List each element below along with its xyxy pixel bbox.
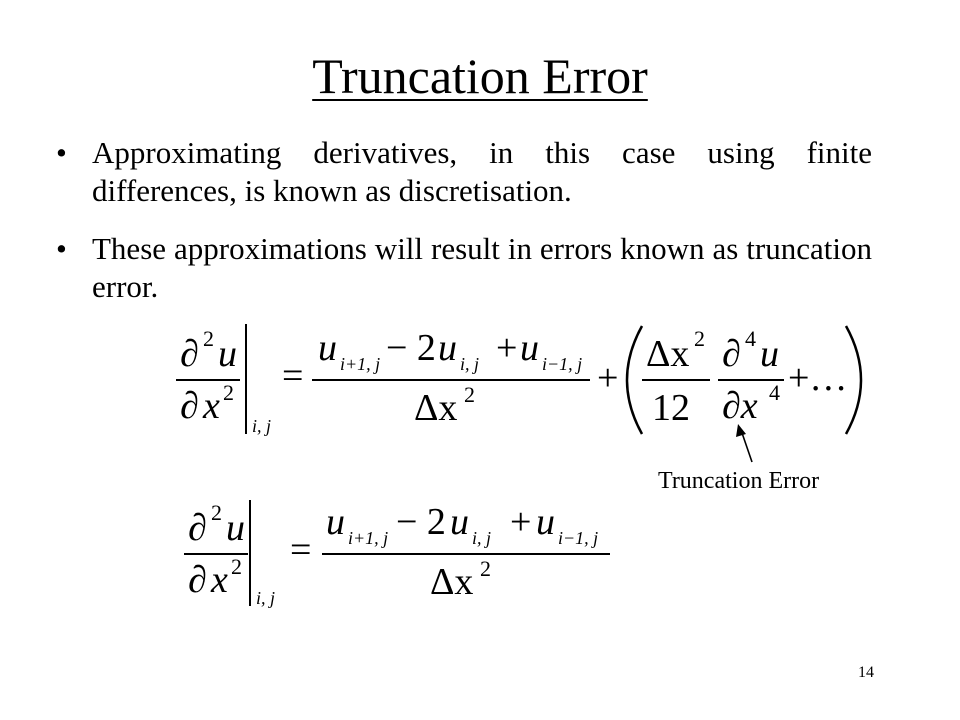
page-number: 14 <box>858 664 874 681</box>
eq2-num-sub1: i+1, j <box>348 528 389 548</box>
eq2-den-delta: Δx <box>430 561 474 603</box>
eq2-num-u3: u <box>536 501 555 543</box>
equation-approx <box>0 490 960 620</box>
bullet-dot: • <box>56 231 67 266</box>
bullet-item <box>52 230 872 306</box>
eq1-te-u: u <box>760 333 779 375</box>
eq2-partial-denominator: ∂ <box>188 559 207 601</box>
eq1-num-sub3: i−1, j <box>542 354 583 374</box>
bullet-text: These approximations will result in errors known as truncation error. <box>92 231 872 304</box>
eq1-te-partial: ∂ <box>722 333 741 375</box>
eq1-x-order: 2 <box>223 380 234 405</box>
eq1-num-u1: u <box>318 327 337 369</box>
eq1-num-u3: u <box>520 327 539 369</box>
bullet-dot: • <box>56 135 67 170</box>
eq2-num-u2: u <box>450 501 469 543</box>
eq2-num-op3: + <box>510 501 532 543</box>
eq2-num-op2: − 2 <box>396 501 446 543</box>
eq1-left-paren <box>627 326 642 434</box>
eq1-te-order: 4 <box>745 326 756 351</box>
eq2-den-order: 2 <box>480 556 491 581</box>
eq1-right-paren <box>846 326 861 434</box>
arrow-head <box>736 424 746 437</box>
eq1-partial-denominator: ∂ <box>180 385 199 427</box>
eq2-num-u1: u <box>326 501 345 543</box>
eq1-num-op2: − 2 <box>386 327 436 369</box>
eq1-equals: = <box>282 355 304 397</box>
eq2-num-sub3: i−1, j <box>558 528 599 548</box>
eq1-ellipsis: +… <box>788 357 848 399</box>
bullet-item <box>52 134 872 210</box>
eq1-den-delta: Δx <box>414 387 458 429</box>
slide-title: Truncation Error <box>312 48 648 104</box>
eq2-order: 2 <box>211 500 222 525</box>
eq2-u: u <box>226 507 245 549</box>
eq1-te-dx4: ∂x <box>722 385 758 427</box>
eq1-order: 2 <box>203 326 214 351</box>
eq1-eval-subscript: i, j <box>252 416 272 436</box>
eq1-num-sub1: i+1, j <box>340 354 381 374</box>
eq1-x: x <box>203 385 220 427</box>
eq1-plus: + <box>597 357 619 399</box>
eq2-partial: ∂ <box>188 507 207 549</box>
eq1-te-dx: Δx <box>646 333 690 375</box>
eq1-te-twelve: 12 <box>652 387 690 429</box>
eq1-te-dx-order: 2 <box>694 326 705 351</box>
eq1-num-sub2: i, j <box>460 354 480 374</box>
eq2-x: x <box>211 559 228 601</box>
truncation-error-label: Truncation Error <box>658 468 820 494</box>
annotation-arrow <box>0 420 960 470</box>
bullet-list <box>52 134 872 326</box>
bullet-text: Approximating derivatives, in this case using finite differences, is known as discretisation. <box>92 135 872 208</box>
eq2-eval-subscript: i, j <box>256 588 276 608</box>
eq1-te-x-order: 4 <box>769 380 780 405</box>
eq1-num-u2: u <box>438 327 457 369</box>
eq1-u: u <box>218 333 237 375</box>
eq1-den-order: 2 <box>464 382 475 407</box>
eq1-num-op3: + <box>496 327 518 369</box>
eq1-partial: ∂ <box>180 333 199 375</box>
eq2-equals: = <box>290 529 312 571</box>
eq2-x-order: 2 <box>231 554 242 579</box>
eq2-num-sub2: i, j <box>472 528 492 548</box>
